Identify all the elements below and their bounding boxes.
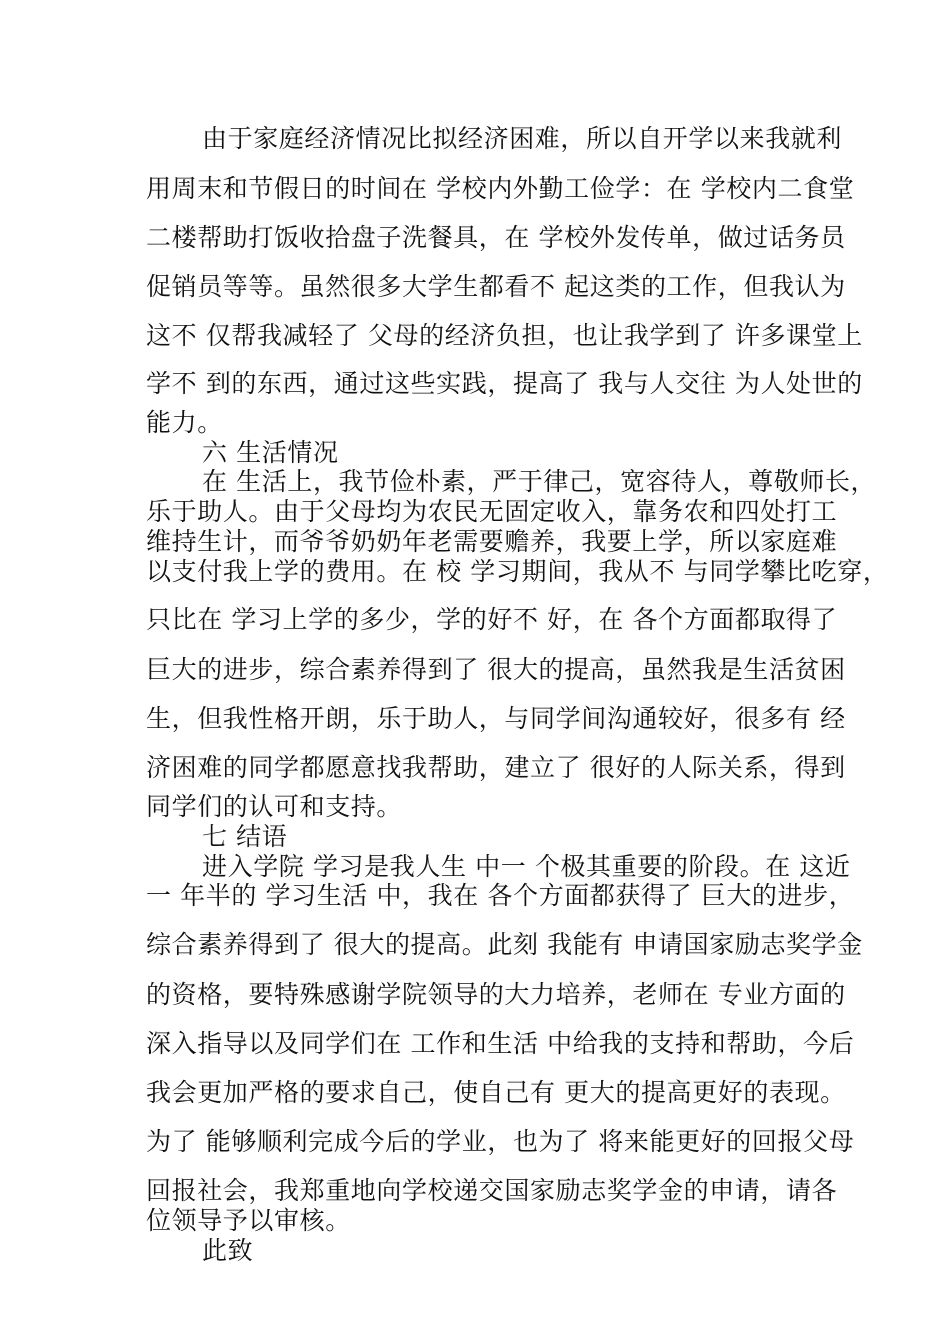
text-line: 促销员等等。虽然很多大学生都看不 起这类的工作，但我认为 xyxy=(146,272,846,301)
text-line: 一 年半的 学习生活 中，我在 各个方面都获得了 巨大的进步， xyxy=(146,881,855,910)
text-line: 维持生计，而爷爷奶奶年老需要赡养，我要上学，所以家庭难 xyxy=(146,527,838,556)
text-line: 能力。 xyxy=(146,408,223,437)
text-line: 深入指导以及同学们在 工作和生活 中给我的支持和帮助，今后 xyxy=(146,1029,855,1058)
text-line: 生，但我性格开朗，乐于助人，与同学间沟通较好，很多有 经 xyxy=(146,704,846,733)
section-heading: 七 结语 xyxy=(202,822,288,851)
text-line: 为了 能够顺利完成今后的学业，也为了 将来能更好的回报父母 xyxy=(146,1127,855,1156)
text-line: 巨大的进步，综合素养得到了 很大的提高，虽然我是生活贫困 xyxy=(146,655,846,684)
text-line: 在 生活上，我节俭朴素，严于律己，宽容待人，尊敬师长， xyxy=(202,467,877,496)
text-line: 同学们的认可和支持。 xyxy=(146,792,403,821)
text-line: 进入学院 学习是我人生 中一 个极其重要的阶段。在 这近 xyxy=(202,852,851,881)
text-line: 我会更加严格的要求自己，使自己有 更大的提高更好的表现。 xyxy=(146,1078,846,1107)
text-line: 学不 到的东西，通过这些实践，提高了 我与人交往 为人处世的 xyxy=(146,369,863,398)
text-line: 的资格，要特殊感谢学院领导的大力培养，老师在 专业方面的 xyxy=(146,980,846,1009)
closing-salutation: 此致 xyxy=(202,1236,254,1265)
text-line: 综合素养得到了 很大的提高。此刻 我能有 申请国家励志奖学金 xyxy=(146,930,863,959)
text-line: 用周末和节假日的时间在 学校内外勤工俭学：在 学校内二食堂 xyxy=(146,174,855,203)
text-line: 以支付我上学的费用。在 校 学习期间，我从不 与同学攀比吃穿， xyxy=(146,557,889,586)
text-line: 回报社会，我郑重地向学校递交国家励志奖学金的申请，请各 xyxy=(146,1176,838,1205)
text-line: 二楼帮助打饭收拾盘子洗餐具，在 学校外发传单，做过话务员 xyxy=(146,223,846,252)
text-line: 乐于助人。由于父母均为农民无固定收入，靠务农和四处打工 xyxy=(146,497,838,526)
text-line: 位领导予以审核。 xyxy=(146,1206,351,1235)
text-line: 这不 仅帮我减轻了 父母的经济负担，也让我学到了 许多课堂上 xyxy=(146,321,863,350)
text-line: 只比在 学习上学的多少，学的好不 好，在 各个方面都取得了 xyxy=(146,605,838,634)
text-line: 济困难的同学都愿意找我帮助，建立了 很好的人际关系，得到 xyxy=(146,753,846,782)
text-line: 由于家庭经济情况比拟经济困难，所以自开学以来我就利 xyxy=(202,124,843,153)
section-heading: 六 生活情况 xyxy=(202,438,339,467)
